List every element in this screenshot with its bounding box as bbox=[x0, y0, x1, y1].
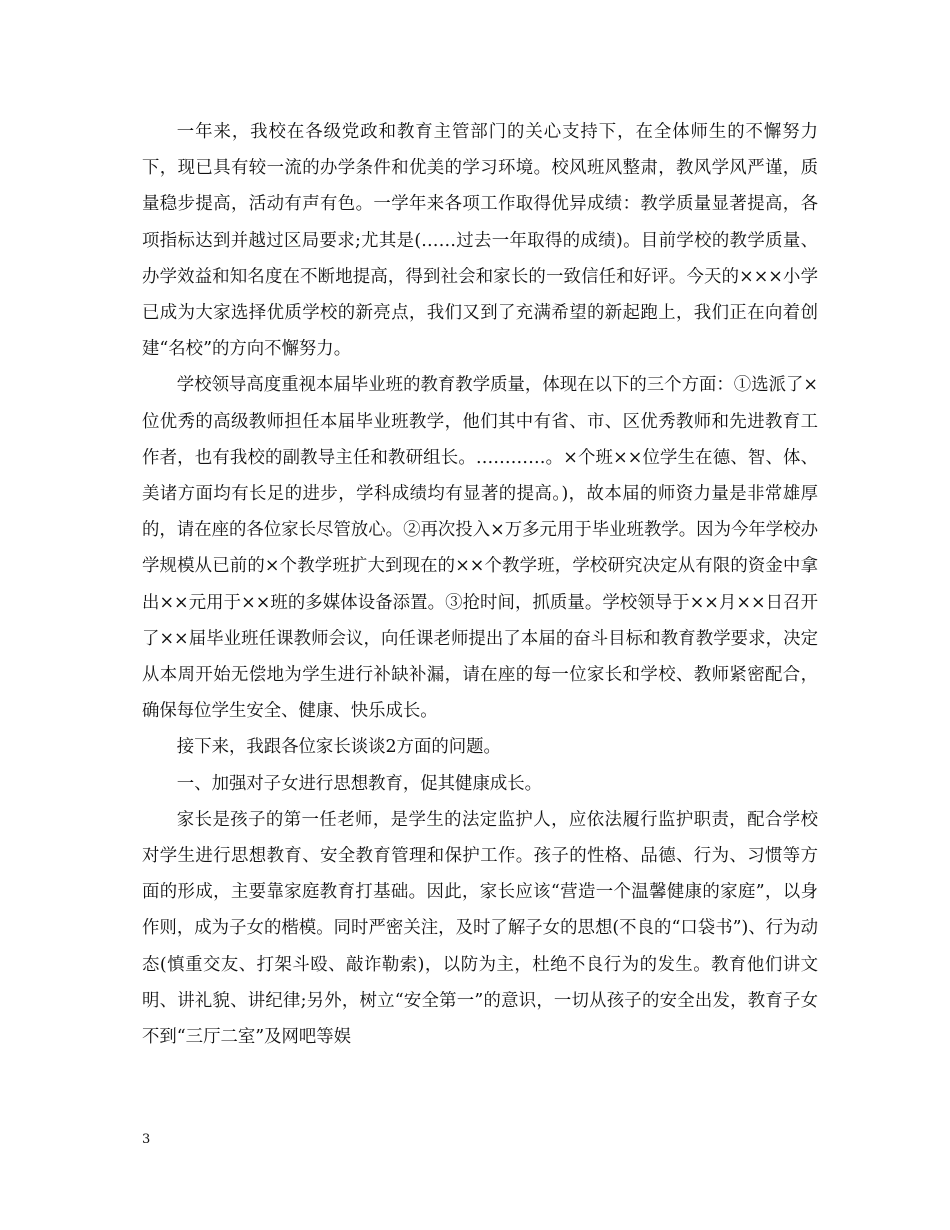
body-text bbox=[142, 114, 818, 1055]
paragraph-graduating-class-quality: 学校领导高度重视本届毕业班的教育教学质量，体现在以下的三个方面：①选派了×位优秀的高级教师担任本届毕业班教学，他们其中有省、市、区优秀教师和先进教育工作者，也有我校的副教导主任和教研组长。…………。×个班××位学生在德、智、体、美诸方面均有长足的进步，学科成绩均有显著的提高。)，故本届的师资力量是非常雄厚的，请在座的各位家长尽管放心。②再次投入×万多元用于毕业班教学。因为今年学校办学规模从已前的×个教学班扩大到现在的××个教学班，学校研究决定从有限的资金中拿出××元用于××班的多媒体设备添置。③抢时间，抓质量。学校领导于××月××日召开了××届毕业班任课教师会议，向任课老师提出了本届的奋斗目标和教育教学要求，决定从本周开始无偿地为学生进行补缺补漏，请在座的每一位家长和学校、教师紧密配合，确保每位学生安全、健康、快乐成长。 bbox=[142, 375, 818, 722]
paragraph-two-topics-intro: 接下来，我跟各位家长谈谈2方面的问题。 bbox=[176, 737, 501, 758]
section-heading-ideological-education: 一、加强对子女进行思想教育，促其健康成长。 bbox=[176, 773, 543, 794]
paragraph-parent-responsibility: 家长是孩子的第一任老师，是学生的法定监护人，应依法履行监护职责，配合学校对学生进行思想教育、安全教育管理和保护工作。孩子的性格、品德、行为、习惯等方面的形成，主要靠家庭教育打基础。因此，家长应该“营造一个温馨健康的家庭”，以身作则，成为子女的楷模。同时严密关注，及时了解子女的思想(不良的“口袋书”)、行为动态(慎重交友、打架斗殴、敲诈勒索)，以防为主，杜绝不良行为的发生。教育他们讲文明、讲礼貌、讲纪律;另外，树立“安全第一”的意识，一切从孩子的安全出发，教育子女不到“三厅二室”及网吧等娱 bbox=[142, 809, 818, 1048]
paragraph-school-achievements: 一年来，我校在各级党政和教育主管部门的关心支持下，在全体师生的不懈努力下，现已具有较一流的办学条件和优美的学习环境。校风班风整肃，教风学风严谨，质量稳步提高，活动有声有色。一学年来各项工作取得优异成绩：教学质量显著提高，各项指标达到并越过区局要求;尤其是(……过去一年取得的成绩)。目前学校的教学质量、办学效益和知名度在不断地提高，得到社会和家长的一致信任和好评。今天的×××小学已成为大家选择优质学校的新亮点，我们又到了充满希望的新起跑上，我们正在向着创建“名校”的方向不懈努力。 bbox=[142, 122, 818, 360]
page-number: 3 bbox=[142, 1132, 151, 1147]
